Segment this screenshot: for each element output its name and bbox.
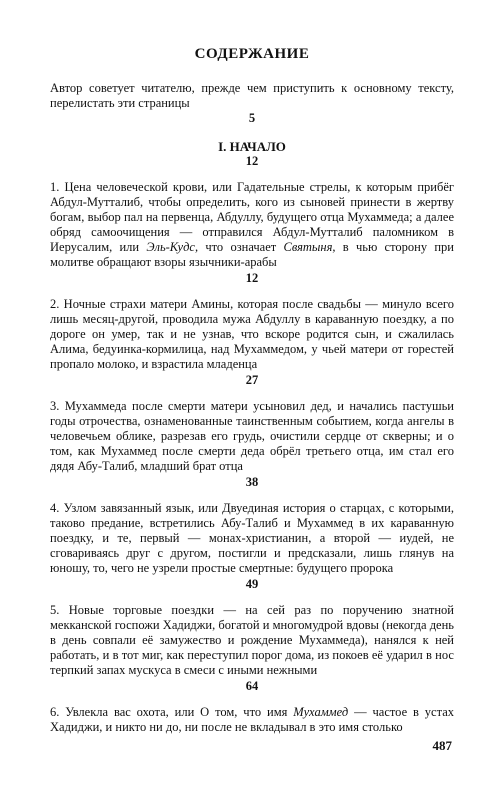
entry-text: 5. Новые торговые поездки — на сей раз по поручению знатной мекканской госпожи Хадиджи, богатой и многомудрой вдовы (некогда день в день совпали её замужество и рождение Мухаммеда), нанялся к ней работать, и в тот миг, как переступил порог дома, из покоев её ударил в нос терпкий запах мускуса в смеси с иными нежными bbox=[50, 603, 454, 677]
entry-text: 2. Ночные страхи матери Амины, которая после свадьбы — минуло всего лишь месяц-другой, проводила мужа Абдуллу в караванную поездку, а по дороге он умер, так и не узнав, что вскоре родится сын, и сжалилась Алима, бедуинка-кормилица, над Мухаммедом, у чьей матери от горестей пропало молоко, и взрастила младенца bbox=[50, 297, 454, 371]
entry-page-number: 64 bbox=[245, 679, 259, 693]
entry-text: 4. Узлом завязанный язык, или Двуединая история о старцах, с которыми, таково предание, встретились Абу-Талиб и Мухаммед в их караванную поездку, и те, первый — монах-христианин, а второй — иудей, не сговариваясь друг с другом, постигли и предсказали, лишь глянув на юношу, то, чего не узрели простые смертные: будущего пророка bbox=[50, 501, 454, 575]
part-page-number: 12 bbox=[245, 154, 259, 168]
page-folio-number: 487 bbox=[432, 738, 452, 753]
toc-entry-4 bbox=[50, 501, 454, 592]
entry-text: 6. Увлекла вас охота, или О том, что имя Мухаммед — частое в устах Хадиджи, и никто ни до, ни после не вкладывал в это имя столько bbox=[50, 705, 455, 734]
toc-entry-2 bbox=[50, 297, 454, 388]
entry-page-number: 27 bbox=[245, 373, 259, 387]
entry-text: 3. Мухаммеда после смерти матери усыновил дед, и начались пастушьи годы отрочества, ознаменованные таинственным событием, когда ангелы в человечьем облике, разрезав его грудь, очистили сердце от скверны; и о том, как Мухаммед после смерти деда обрёл третьего отца, им стал его дядя Абу-Талиб, младший брат отца bbox=[50, 399, 454, 473]
italic-term: Мухаммед bbox=[293, 705, 349, 719]
entry-page-number: 49 bbox=[245, 577, 259, 591]
toc-page bbox=[50, 46, 454, 735]
intro-text: Автор советует читателю, прежде чем приступить к основному тексту, перелистать эти страницы bbox=[50, 81, 454, 110]
italic-term: Святыня, bbox=[283, 240, 336, 254]
intro-entry bbox=[50, 81, 454, 111]
entry-page-number: 38 bbox=[245, 475, 259, 489]
toc-entry-6 bbox=[50, 705, 454, 735]
toc-entry-5 bbox=[50, 603, 454, 694]
italic-term: Эль-Кудс, bbox=[146, 240, 199, 254]
entry-text: 1. Цена человеческой крови, или Гадательные стрелы, к которым прибёг Абдул-Мутталиб, чтобы определить, кого из сыновей принести в жертву богам, выбор пал на первенца, Абдуллу, будущего отца Мухаммеда; а далее обряд самоочищения — отправился Абдул-Мутталиб паломником в Иерусалим, или Эль-Кудс, что означает Святыня, в чью сторону при молитве обращают взоры язычники-арабы bbox=[50, 180, 454, 269]
toc-entry-3 bbox=[50, 399, 454, 490]
page-title: СОДЕРЖАНИЕ bbox=[194, 46, 310, 62]
intro-page-number: 5 bbox=[248, 111, 256, 125]
toc-entry-1 bbox=[50, 180, 454, 286]
entry-page-number: 12 bbox=[245, 271, 259, 285]
part-title: I. НАЧАЛО bbox=[218, 139, 286, 154]
